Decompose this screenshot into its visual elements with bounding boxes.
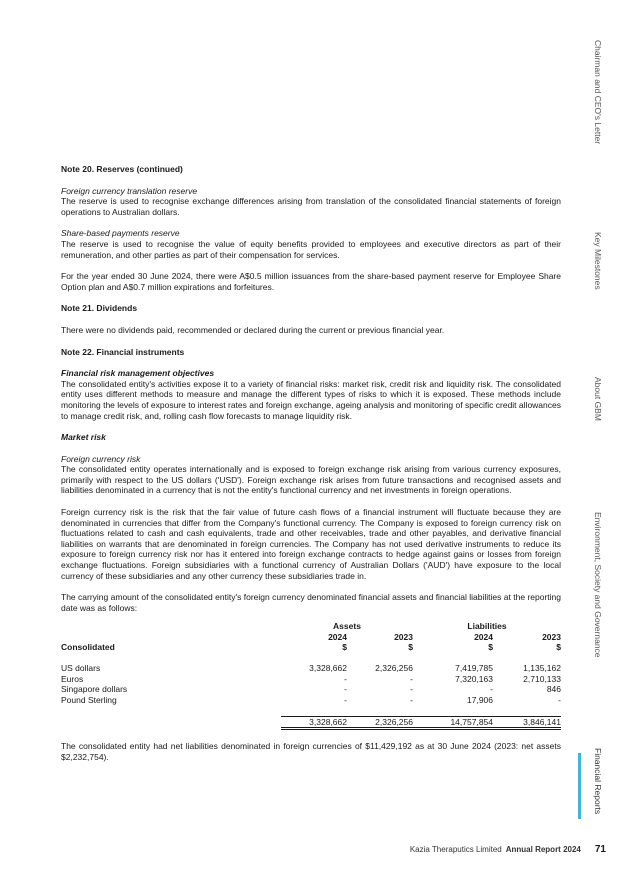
cell-value: -: [558, 694, 561, 705]
table-row: [61, 663, 561, 674]
page-footer: [410, 844, 606, 855]
total-value: 14,757,854: [413, 716, 493, 729]
table-row: [61, 684, 561, 695]
cell-value: 2,710,133: [523, 673, 561, 684]
table-year-row: [61, 632, 561, 643]
currency-exposure-table: [61, 621, 561, 730]
side-nav-esg[interactable]: Environment, Society and Governance: [593, 512, 603, 658]
row-label: Euros: [61, 673, 84, 684]
table-row: [61, 695, 561, 706]
unit-header: $: [556, 642, 561, 653]
fcr-title: Foreign currency risk: [61, 453, 141, 464]
cell-value: -: [490, 684, 493, 695]
row-label: Pound Sterling: [61, 694, 117, 705]
table-unit-row: [61, 642, 561, 653]
table-group-header-row: [61, 621, 561, 632]
note21-heading: Note 21. Dividends: [61, 303, 138, 314]
closing-text: The consolidated entity had net liabilities denominated in foreign currencies of $11,429,192 as at 30 June 2024 (2023: net assets $2,232,754).: [61, 741, 561, 762]
market-risk-title: Market risk: [61, 432, 106, 443]
cell-value: 17,906: [467, 694, 493, 705]
footer-report: Annual Report 2024: [505, 845, 581, 854]
side-navigation: [591, 0, 605, 880]
cell-value: -: [344, 694, 347, 705]
cell-value: 1,135,162: [523, 663, 561, 674]
table-row: [61, 674, 561, 685]
frmo-text: The consolidated entity's activities expose it to a variety of financial risks: market risk, credit risk and liquidity risk. The consolidated entity uses different methods to measure and manage the different types of risks to which it is exposed. These methods include monitoring the levels of exposure to interest rates and foreign exchange, ageing analysis and monitoring of specific credit allowances to manage credit risk, and, rolling cash flow forecasts to manage liquidity risk.: [61, 378, 561, 421]
row-label: US dollars: [61, 663, 101, 674]
cell-value: -: [344, 684, 347, 695]
year-header: 2023: [394, 631, 413, 642]
assets-group-header: Assets: [333, 621, 361, 632]
cell-value: -: [410, 684, 413, 695]
page-content: [61, 164, 561, 763]
fcr-text-1: The consolidated entity operates internationally and is exposed to foreign exchange risk arising from various currency exposures, primarily with respect to the US dollars ('USD'). Foreign exchange risk arises from future transactions and recognised assets and liabilities denominated in a currency that is not the entity's functional currency and net investments in foreign operations.: [61, 464, 561, 496]
unit-header: $: [408, 642, 413, 653]
side-nav-key-milestones[interactable]: Key Milestones: [593, 232, 603, 290]
note22-heading: Note 22. Financial instruments: [61, 346, 185, 357]
year-header: 2024: [474, 631, 493, 642]
year-header: 2023: [542, 631, 561, 642]
sbp-text-2: For the year ended 30 June 2024, there were A$0.5 million issuances from the share-based payment reserve for Employee Share Option plan and A$0.7 million expirations and forfeitures.: [61, 271, 561, 292]
cell-value: 3,328,662: [309, 663, 347, 674]
row-header-consolidated: Consolidated: [61, 642, 115, 653]
page-number: 71: [594, 844, 606, 855]
cell-value: 7,320,163: [455, 673, 493, 684]
total-value: 3,846,141: [493, 716, 561, 729]
side-nav-financial-reports[interactable]: Financial Reports: [593, 748, 603, 815]
cell-value: -: [344, 673, 347, 684]
sbp-title: Share-based payments reserve: [61, 228, 180, 239]
unit-header: $: [342, 642, 347, 653]
side-nav-about-gbm[interactable]: About GBM: [593, 377, 603, 421]
footer-company: Kazia Theraputics Limited: [409, 845, 502, 854]
liabilities-group-header: Liabilities: [467, 621, 507, 632]
cell-value: 2,326,256: [375, 663, 413, 674]
fctr-title: Foreign currency translation reserve: [61, 185, 198, 196]
cell-value: 846: [546, 684, 561, 695]
fctr-text: The reserve is used to recognise exchange differences arising from translation of the consolidated financial statements of foreign operations to Australian dollars.: [61, 196, 561, 217]
sbp-text: The reserve is used to recognise the value of equity benefits provided to employees and executive directors as part of their remuneration, and other parties as part of their compensation for services.: [61, 238, 561, 260]
side-nav-chairman-letter[interactable]: Chairman and CEO's Letter: [593, 40, 603, 145]
cell-value: -: [410, 694, 413, 705]
row-label: Singapore dollars: [61, 684, 128, 695]
total-value: 3,328,662: [281, 716, 347, 729]
year-header: 2024: [328, 631, 347, 642]
note21-text: There were no dividends paid, recommended or declared during the current or previous financial year.: [61, 324, 445, 335]
table-total-row: [61, 716, 561, 729]
cell-value: 7,419,785: [455, 663, 493, 674]
fcr-text-3: The carrying amount of the consolidated entity's foreign currency denominated financial assets and financial liabilities at the reporting date was as follows:: [61, 592, 561, 613]
active-section-indicator: [578, 753, 581, 819]
unit-header: $: [488, 642, 493, 653]
cell-value: -: [410, 673, 413, 684]
frmo-title: Financial risk management objectives: [61, 368, 215, 379]
total-value: 2,326,256: [347, 716, 413, 729]
note20-heading: Note 20. Reserves (continued): [61, 164, 183, 174]
fcr-text-2: Foreign currency risk is the risk that the fair value of future cash flows of a financial instrument will fluctuate because they are denominated in currencies that differ from the Company's functional currency. The Company is exposed to foreign currency risk on fluctuations related to cash and cash equivalents, trade and other receivables, trade and other payables, and derivative financial liabilities on warrants that are denominated in foreign currencies. The Company has not used derivative instruments to reduce its exposure to foreign currency risk nor has it entered into foreign exchange contracts to hedge against gains or losses from foreign exchange fluctuations. Foreign subsidiaries with a functional currency of Australian Dollars ('AUD') have exposure to the local currency of these subsidiaries and any other currency these subsidiaries trade in.: [61, 507, 561, 581]
